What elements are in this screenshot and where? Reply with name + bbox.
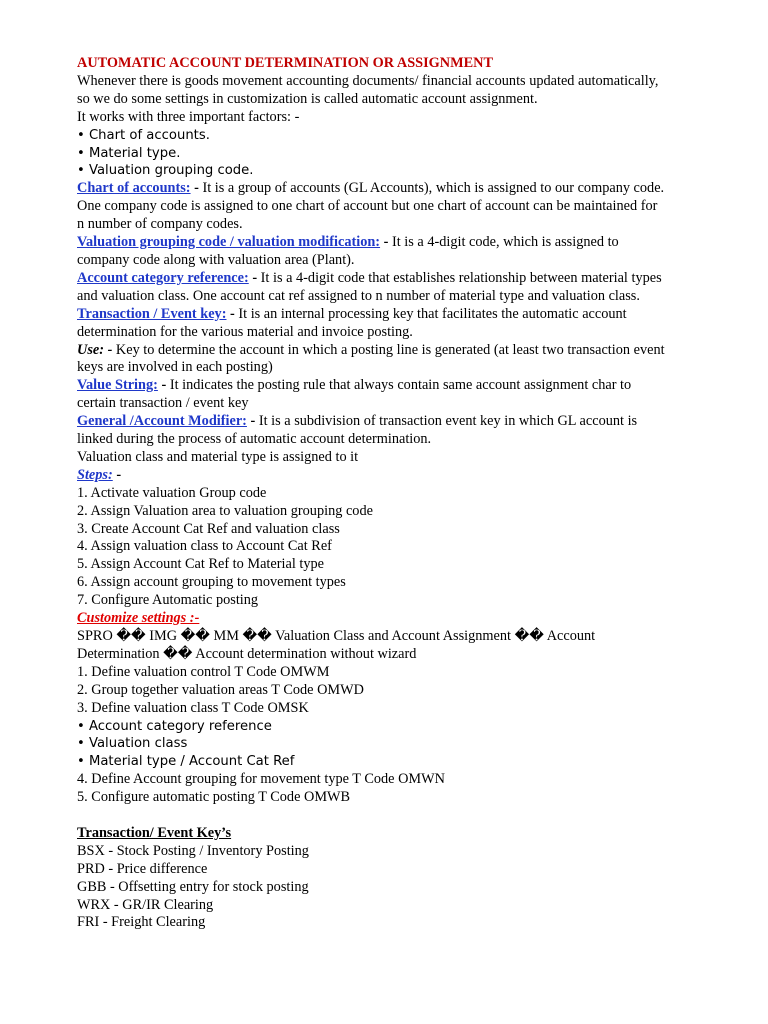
separator: -	[194, 180, 199, 197]
steps-heading-line	[77, 467, 737, 485]
transaction-key-term: Transaction / Event key:	[77, 305, 227, 322]
customize-item: 3. Define valuation class T Code OMSK	[77, 699, 309, 716]
step-item: 6. Assign account grouping to movement types	[77, 574, 346, 591]
steps-heading: Steps:	[77, 466, 113, 483]
account-modifier-term: General /Account Modifier:	[77, 413, 247, 430]
step-item: 7. Configure Automatic posting	[77, 592, 259, 609]
intro-line: Whenever there is goods movement accounting documents/ financial accounts updated automatically,	[77, 72, 659, 89]
definition-continuation: Valuation class and material type is assigned to it	[77, 448, 359, 465]
definition-continuation: and valuation class. One account cat ref assigned to n number of material type and valuation class.	[77, 287, 640, 304]
customize-item: 2. Group together valuation areas T Code OMWD	[77, 681, 364, 698]
separator: -	[230, 305, 235, 322]
definition-continuation: keys are involved in each posting)	[77, 359, 273, 376]
step-item: 3. Create Account Cat Ref and valuation class	[77, 520, 340, 537]
customize-bullet: • Account category reference	[77, 718, 272, 734]
event-key-item: FRI - Freight Clearing	[77, 914, 206, 931]
value-string-definition	[77, 377, 737, 395]
valuation-grouping-term: Valuation grouping code / valuation modification:	[77, 234, 381, 251]
definition-continuation: n number of company codes.	[77, 216, 243, 233]
definition-text: It is a 4-digit code that establishes relationship between material types	[257, 269, 662, 286]
use-term: Use: -	[77, 341, 113, 358]
definition-continuation: company code along with valuation area (Plant).	[77, 251, 355, 268]
definition-text: Key to determine the account in which a posting line is generated (at least two transaction event	[112, 341, 665, 358]
definition-continuation: determination for the various material and invoice posting.	[77, 323, 413, 340]
definition-text: It is a group of accounts (GL Accounts), which is assigned to our company code.	[198, 180, 665, 197]
definition-continuation: linked during the process of automatic account determination.	[77, 431, 432, 448]
menu-path-line: Determination �� Account determination without wizard	[77, 645, 417, 662]
factor-item: • Material type.	[77, 145, 181, 161]
separator: -	[383, 234, 389, 251]
step-item: 1. Activate valuation Group code	[77, 484, 267, 501]
event-key-item: BSX - Stock Posting / Inventory Posting	[77, 842, 309, 859]
chart-of-accounts-term: Chart of accounts:	[77, 180, 191, 197]
event-key-item: GBB - Offsetting entry for stock posting	[77, 878, 309, 895]
definition-text: It is a 4-digit code, which is assigned to	[388, 234, 619, 251]
step-item: 4. Assign valuation class to Account Cat Ref	[77, 538, 332, 555]
definition-continuation: certain transaction / event key	[77, 395, 249, 412]
customize-item: 5. Configure automatic posting T Code OMWB	[77, 789, 351, 806]
chart-of-accounts-definition	[77, 180, 737, 198]
step-item: 2. Assign Valuation area to valuation grouping code	[77, 502, 373, 519]
event-key-item: WRX - GR/IR Clearing	[77, 896, 214, 913]
definition-text: It is an internal processing key that facilitates the automatic account	[234, 305, 627, 322]
document-title: AUTOMATIC ACCOUNT DETERMINATION OR ASSIGNMENT	[77, 55, 493, 71]
factor-item: • Valuation grouping code.	[77, 163, 254, 179]
document-page	[77, 55, 737, 932]
intro-line: so we do some settings in customization is called automatic account assignment.	[77, 90, 538, 107]
definition-text: It indicates the posting rule that always contain same account assignment char to	[166, 377, 632, 394]
transaction-key-definition	[77, 306, 737, 324]
factor-item: • Chart of accounts.	[77, 127, 210, 143]
intro-line: It works with three important factors: -	[77, 108, 300, 125]
value-string-term: Value String:	[77, 377, 158, 394]
step-item: 5. Assign Account Cat Ref to Material type	[77, 556, 324, 573]
definition-text: It is a subdivision of transaction event key in which GL account is	[255, 413, 638, 430]
customize-heading: Customize settings :-	[77, 610, 200, 627]
customize-item: 4. Define Account grouping for movement type T Code OMWN	[77, 771, 445, 788]
customize-item: 1. Define valuation control T Code OMWM	[77, 663, 330, 680]
event-keys-heading: Transaction/ Event Key’s	[77, 824, 232, 841]
valuation-grouping-definition	[77, 234, 737, 252]
account-modifier-definition	[77, 413, 737, 431]
customize-heading-line	[77, 610, 737, 628]
menu-path-line: SPRO �� IMG �� MM �� Valuation Class and Account Assignment �� Account	[77, 628, 596, 644]
separator: -	[116, 466, 122, 483]
event-key-item: PRD - Price difference	[77, 860, 208, 877]
account-category-definition	[77, 270, 737, 288]
separator: -	[250, 413, 256, 430]
definition-continuation: One company code is assigned to one chart of account but one chart of account can be maintained for	[77, 198, 658, 215]
blank-line	[77, 807, 737, 825]
use-definition	[77, 342, 737, 360]
separator: -	[252, 269, 258, 286]
customize-bullet: • Material type / Account Cat Ref	[77, 754, 295, 770]
account-category-term: Account category reference:	[77, 269, 249, 286]
customize-bullet: • Valuation class	[77, 736, 188, 752]
separator: -	[161, 377, 167, 394]
